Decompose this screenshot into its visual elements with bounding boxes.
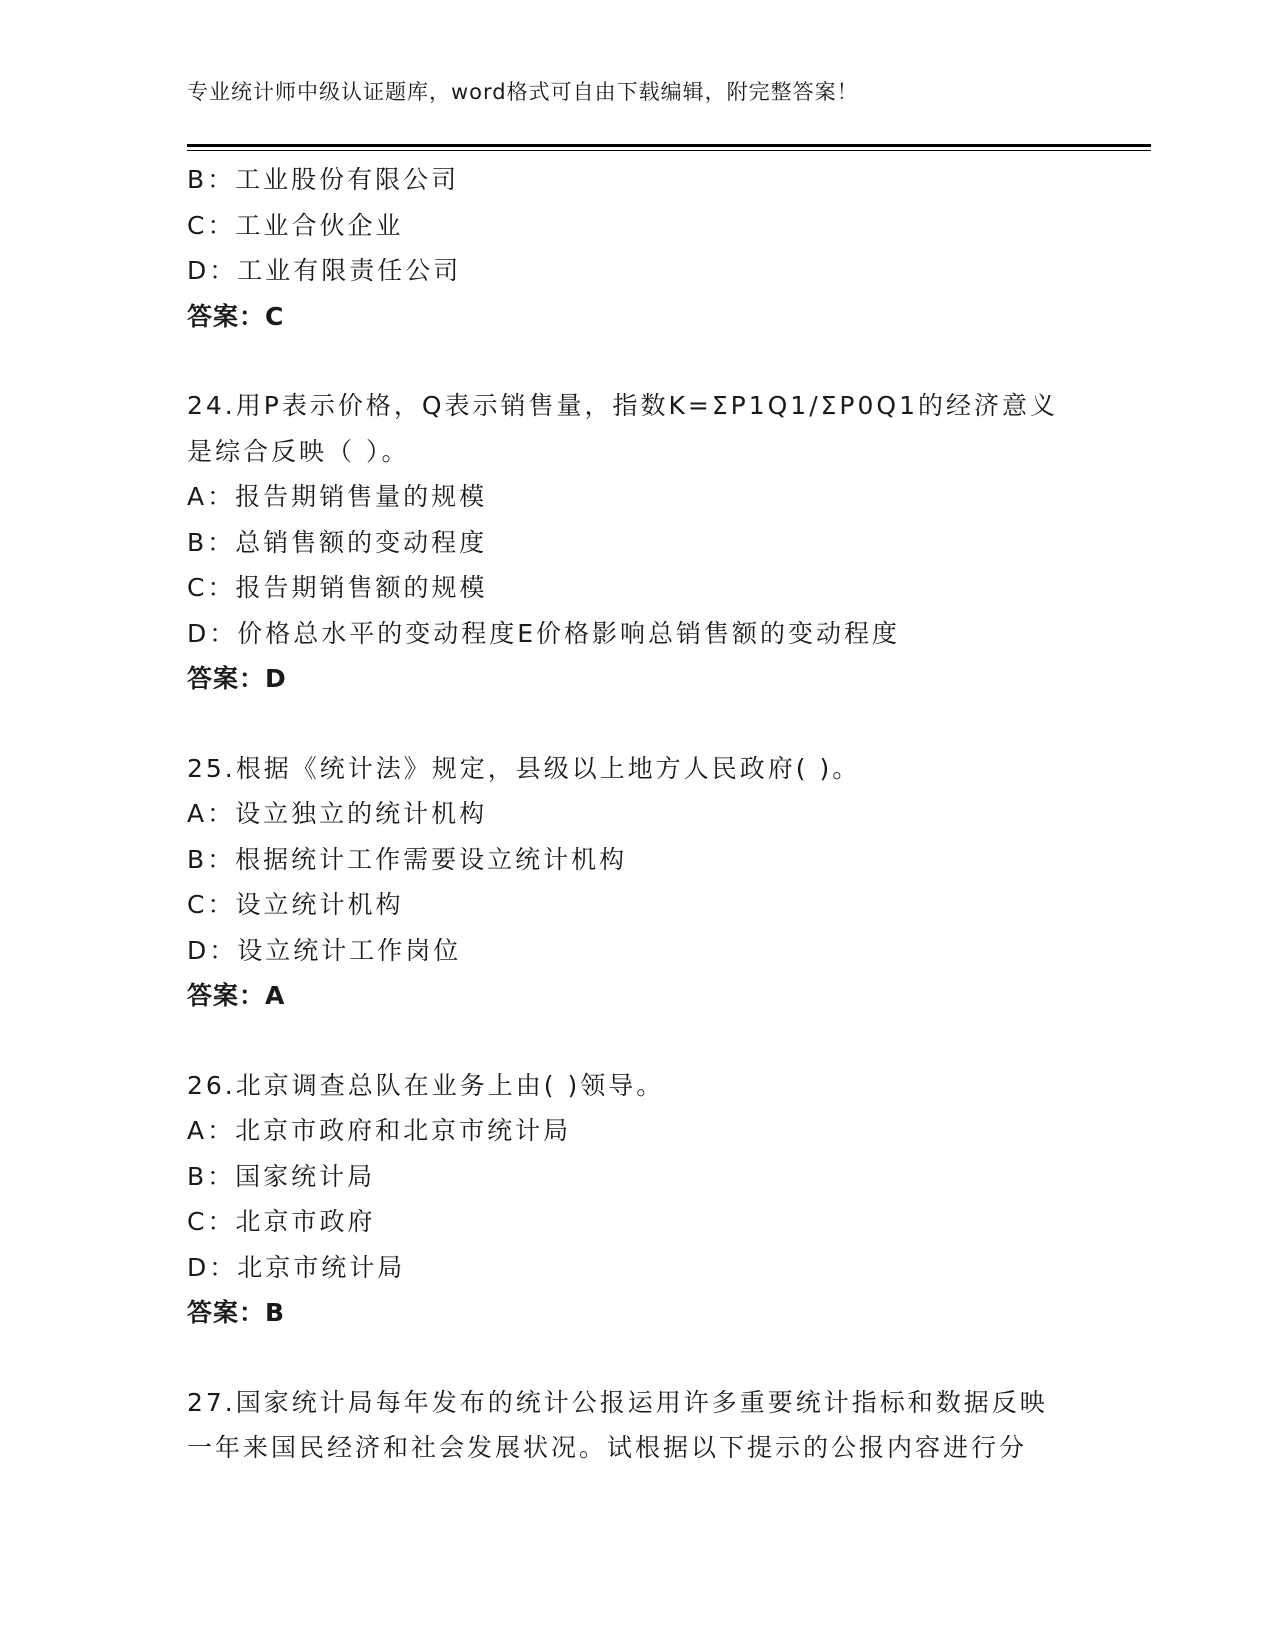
option-c: C：工业合伙企业 bbox=[187, 210, 404, 240]
question-block-27 bbox=[187, 1380, 1087, 1471]
option-d: D：价格总水平的变动程度E价格影响总销售额的变动程度 bbox=[187, 618, 901, 648]
header-divider-thin bbox=[187, 150, 1151, 151]
option-d: D：北京市统计局 bbox=[187, 1252, 406, 1282]
question-stem: 25.根据《统计法》规定，县级以上地方人民政府( )。 bbox=[187, 753, 861, 783]
question-stem-continued: 一年来国民经济和社会发展状况。试根据以下提示的公报内容进行分 bbox=[187, 1433, 1028, 1462]
option-b: B：总销售额的变动程度 bbox=[187, 527, 488, 557]
question-stem-continued: 是综合反映（ ）。 bbox=[187, 436, 410, 466]
question-block-26 bbox=[187, 1063, 1087, 1336]
question-stem: 27.国家统计局每年发布的统计公报运用许多重要统计指标和数据反映 bbox=[187, 1387, 1048, 1417]
option-a: A：报告期销售量的规模 bbox=[187, 482, 488, 511]
question-block-23 bbox=[187, 157, 1087, 339]
answer: 答案：A bbox=[187, 981, 286, 1010]
answer: 答案：C bbox=[187, 301, 285, 331]
answer: 答案：B bbox=[187, 1298, 286, 1327]
question-content bbox=[187, 157, 1087, 1471]
answer: 答案：D bbox=[187, 664, 287, 693]
option-b: B：根据统计工作需要设立统计机构 bbox=[187, 844, 628, 874]
document-header: 专业统计师中级认证题库，word格式可自由下载编辑，附完整答案！ bbox=[187, 80, 859, 104]
option-b: B：工业股份有限公司 bbox=[187, 165, 460, 194]
question-stem: 24.用P表示价格，Q表示销售量，指数K=ΣP1Q1/ΣP0Q1的经济意义 bbox=[187, 391, 1058, 420]
option-c: C：报告期销售额的规模 bbox=[187, 573, 488, 602]
option-a: A：北京市政府和北京市统计局 bbox=[187, 1116, 572, 1145]
option-d: D：设立统计工作岗位 bbox=[187, 935, 462, 965]
header-divider-thick bbox=[187, 144, 1151, 147]
option-a: A：设立独立的统计机构 bbox=[187, 799, 488, 828]
option-c: C：设立统计机构 bbox=[187, 890, 404, 919]
question-stem: 26.北京调查总队在业务上由( )领导。 bbox=[187, 1070, 665, 1100]
question-block-24 bbox=[187, 383, 1087, 702]
option-d: D：工业有限责任公司 bbox=[187, 256, 462, 285]
option-b: B：国家统计局 bbox=[187, 1161, 376, 1191]
option-c: C：北京市政府 bbox=[187, 1207, 376, 1236]
question-block-25 bbox=[187, 746, 1087, 1019]
